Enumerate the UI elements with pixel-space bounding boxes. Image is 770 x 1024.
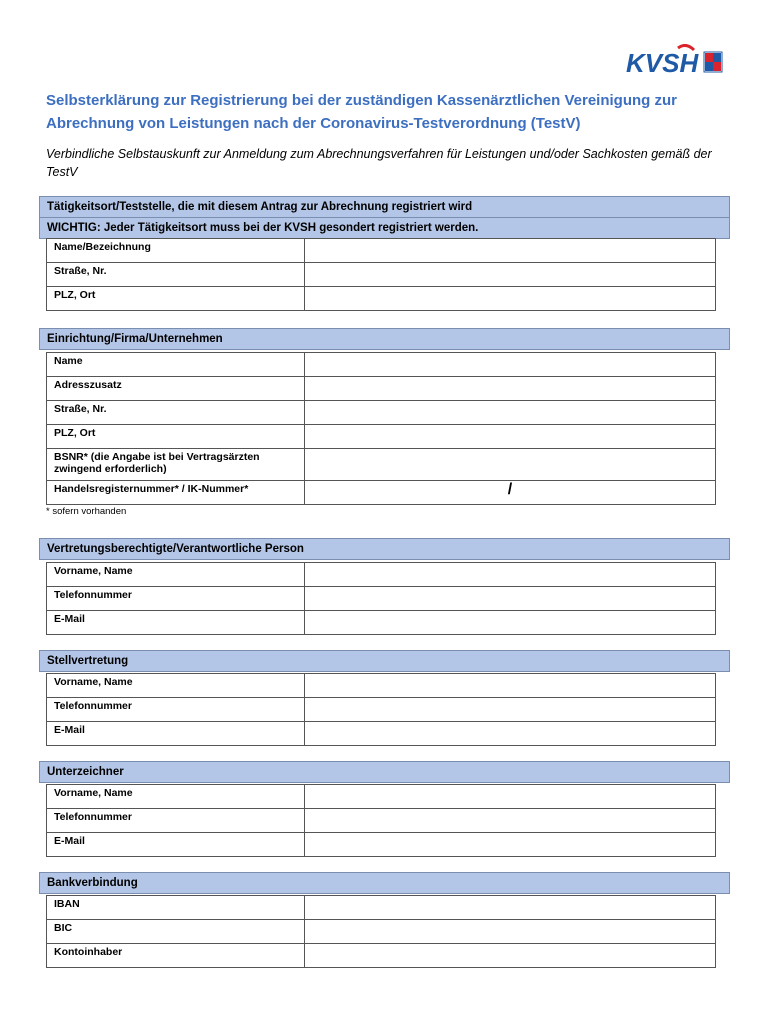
telefonnummer-field[interactable] xyxy=(305,698,716,722)
telefonnummer-field[interactable] xyxy=(305,587,716,611)
section-header-text: Bankverbindung xyxy=(47,877,138,889)
email-field[interactable] xyxy=(305,833,716,857)
kvsh-logo xyxy=(626,44,726,78)
page-subtitle: Verbindliche Selbstauskunft zur Anmeldung zum Abrechnungsverfahren für Leistungen und/oder Sachkosten gemäß der TestV xyxy=(46,147,712,179)
section-header-vertretung xyxy=(39,538,730,560)
table-row xyxy=(47,425,716,449)
vorname-name-field[interactable] xyxy=(305,563,716,587)
table-row xyxy=(47,833,716,857)
page-title: Selbsterklärung zur Registrierung bei der zuständigen Kassenärztlichen Vereinigung zur Abrechnung von Leistungen nach der Coronavirus-Testverordnung (TestV) xyxy=(46,92,677,132)
field-label: Name/Bezeichnung xyxy=(47,239,305,263)
adresszusatz-field[interactable] xyxy=(305,377,716,401)
vorname-name-field[interactable] xyxy=(305,674,716,698)
field-label: Vorname, Name xyxy=(47,563,305,587)
form-table-unterzeichner xyxy=(46,784,716,857)
section-header-text: Einrichtung/Firma/Unternehmen xyxy=(47,333,223,345)
handelsregister-ik-field[interactable]: / xyxy=(305,481,716,505)
field-label: E-Mail xyxy=(47,833,305,857)
field-label: IBAN xyxy=(47,896,305,920)
strasse-field[interactable] xyxy=(305,263,716,287)
section-header-bankverbindung xyxy=(39,872,730,894)
plz-ort-field[interactable] xyxy=(305,287,716,311)
email-field[interactable] xyxy=(305,611,716,635)
section-header-einrichtung xyxy=(39,328,730,350)
table-row xyxy=(47,785,716,809)
table-row xyxy=(47,563,716,587)
section-header-text: Unterzeichner xyxy=(47,766,124,778)
field-label: BSNR* (die Angabe ist bei Vertragsärzten zwingend erforderlich) xyxy=(47,449,305,481)
table-row xyxy=(47,674,716,698)
table-row xyxy=(47,377,716,401)
form-table-stellvertretung xyxy=(46,673,716,746)
table-row xyxy=(47,401,716,425)
table-row xyxy=(47,722,716,746)
field-label: Handelsregisternummer* / IK-Nummer* xyxy=(47,481,305,505)
section-header-text: Tätigkeitsort/Teststelle, die mit diesem Antrag zur Abrechnung registriert wird xyxy=(47,201,473,213)
iban-field[interactable] xyxy=(305,896,716,920)
table-row xyxy=(47,698,716,722)
table-row xyxy=(47,611,716,635)
email-field[interactable] xyxy=(305,722,716,746)
table-row xyxy=(47,353,716,377)
name-bezeichnung-field[interactable] xyxy=(305,239,716,263)
field-label: Vorname, Name xyxy=(47,674,305,698)
vorname-name-field[interactable] xyxy=(305,785,716,809)
field-label: E-Mail xyxy=(47,722,305,746)
section-header-text: Stellvertretung xyxy=(47,655,129,667)
field-label: Kontoinhaber xyxy=(47,944,305,968)
table-row xyxy=(47,287,716,311)
field-label: E-Mail xyxy=(47,611,305,635)
table-row xyxy=(47,896,716,920)
field-label: Straße, Nr. xyxy=(47,263,305,287)
table-row xyxy=(47,481,716,505)
field-label: Telefonnummer xyxy=(47,809,305,833)
field-label: PLZ, Ort xyxy=(47,287,305,311)
kontoinhaber-field[interactable] xyxy=(305,944,716,968)
form-table-einrichtung xyxy=(46,352,716,505)
section-header-unterzeichner xyxy=(39,761,730,783)
field-label: Telefonnummer xyxy=(47,698,305,722)
section-header-stellvertretung xyxy=(39,650,730,672)
bsnr-field[interactable] xyxy=(305,449,716,481)
section-header-taetigkeitsort xyxy=(39,196,730,239)
section-header-text: Vertretungsberechtigte/Verantwortliche Person xyxy=(47,543,304,555)
logo-text: KVSH xyxy=(626,48,699,78)
table-row xyxy=(47,809,716,833)
section-header-note: WICHTIG: Jeder Tätigkeitsort muss bei der KVSH gesondert registriert werden. xyxy=(40,217,729,238)
field-label: BIC xyxy=(47,920,305,944)
table-row xyxy=(47,587,716,611)
form-table-taetigkeitsort xyxy=(46,238,716,311)
table-row xyxy=(47,239,716,263)
plz-ort-field[interactable] xyxy=(305,425,716,449)
field-label: Telefonnummer xyxy=(47,587,305,611)
table-row xyxy=(47,263,716,287)
field-label: Adresszusatz xyxy=(47,377,305,401)
table-row xyxy=(47,944,716,968)
form-table-bankverbindung xyxy=(46,895,716,968)
bic-field[interactable] xyxy=(305,920,716,944)
table-row xyxy=(47,449,716,481)
field-label: PLZ, Ort xyxy=(47,425,305,449)
strasse-field[interactable] xyxy=(305,401,716,425)
field-label: Name xyxy=(47,353,305,377)
name-field[interactable] xyxy=(305,353,716,377)
field-label: Straße, Nr. xyxy=(47,401,305,425)
telefonnummer-field[interactable] xyxy=(305,809,716,833)
table-row xyxy=(47,920,716,944)
field-label: Vorname, Name xyxy=(47,785,305,809)
form-table-vertretung xyxy=(46,562,716,635)
footnote: * sofern vorhanden xyxy=(46,506,127,517)
